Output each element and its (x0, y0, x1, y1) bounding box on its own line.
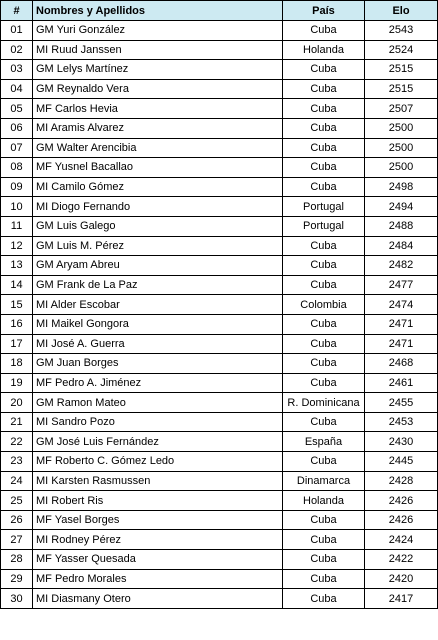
player-name: MI Diogo Fernando (33, 197, 283, 217)
player-name: MI Karsten Rasmussen (33, 471, 283, 491)
rank-number: 11 (1, 216, 33, 236)
table-row (1, 314, 438, 334)
table-header (1, 1, 438, 21)
player-elo: 2422 (365, 550, 438, 570)
table-row (1, 216, 438, 236)
table-row (1, 197, 438, 217)
player-elo: 2482 (365, 256, 438, 276)
table-row (1, 177, 438, 197)
player-name: MI Rodney Pérez (33, 530, 283, 550)
player-elo: 2498 (365, 177, 438, 197)
rank-number: 14 (1, 275, 33, 295)
player-elo: 2428 (365, 471, 438, 491)
table-row (1, 373, 438, 393)
player-name: MF Pedro A. Jiménez (33, 373, 283, 393)
player-elo: 2420 (365, 569, 438, 589)
rank-number: 21 (1, 412, 33, 432)
rank-number: 24 (1, 471, 33, 491)
player-name: GM Reynaldo Vera (33, 79, 283, 99)
table-row (1, 40, 438, 60)
player-country: Cuba (283, 275, 365, 295)
player-country: Cuba (283, 79, 365, 99)
player-country: Cuba (283, 569, 365, 589)
player-name: MF Yasel Borges (33, 510, 283, 530)
player-country: Cuba (283, 99, 365, 119)
table-row (1, 530, 438, 550)
player-elo: 2417 (365, 589, 438, 609)
player-country: Cuba (283, 452, 365, 472)
player-name: MF Yasser Quesada (33, 550, 283, 570)
header-name: Nombres y Apellidos (33, 1, 283, 21)
player-elo: 2471 (365, 314, 438, 334)
player-elo: 2515 (365, 79, 438, 99)
player-elo: 2515 (365, 60, 438, 80)
player-name: GM Juan Borges (33, 354, 283, 374)
player-country: R. Dominicana (283, 393, 365, 413)
player-name: MI Camilo Gómez (33, 177, 283, 197)
player-name: MI Ruud Janssen (33, 40, 283, 60)
player-elo: 2500 (365, 138, 438, 158)
player-name: GM Luis M. Pérez (33, 236, 283, 256)
player-name: GM José Luis Fernández (33, 432, 283, 452)
table-row (1, 491, 438, 511)
rank-number: 29 (1, 569, 33, 589)
player-elo: 2477 (365, 275, 438, 295)
player-country: Cuba (283, 589, 365, 609)
player-country: Holanda (283, 40, 365, 60)
player-name: MF Roberto C. Gómez Ledo (33, 452, 283, 472)
player-country: Cuba (283, 118, 365, 138)
rank-number: 23 (1, 452, 33, 472)
player-name: GM Frank de La Paz (33, 275, 283, 295)
table-row (1, 589, 438, 609)
player-country: Cuba (283, 550, 365, 570)
rank-number: 10 (1, 197, 33, 217)
player-country: Cuba (283, 373, 365, 393)
player-elo: 2424 (365, 530, 438, 550)
rank-number: 02 (1, 40, 33, 60)
player-country: Cuba (283, 138, 365, 158)
player-elo: 2445 (365, 452, 438, 472)
rank-number: 27 (1, 530, 33, 550)
player-country: España (283, 432, 365, 452)
player-name: MF Carlos Hevia (33, 99, 283, 119)
rank-number: 17 (1, 334, 33, 354)
table-row (1, 275, 438, 295)
player-elo: 2461 (365, 373, 438, 393)
player-elo: 2453 (365, 412, 438, 432)
table-row (1, 158, 438, 178)
rank-number: 01 (1, 21, 33, 41)
player-country: Cuba (283, 334, 365, 354)
header-elo: Elo (365, 1, 438, 21)
table-row (1, 334, 438, 354)
player-name: MI Aramis Alvarez (33, 118, 283, 138)
table-row (1, 138, 438, 158)
rank-number: 20 (1, 393, 33, 413)
player-country: Cuba (283, 354, 365, 374)
table-row (1, 256, 438, 276)
rank-number: 22 (1, 432, 33, 452)
player-name: GM Yuri González (33, 21, 283, 41)
player-name: GM Ramon Mateo (33, 393, 283, 413)
table-row (1, 471, 438, 491)
player-country: Cuba (283, 158, 365, 178)
player-elo: 2455 (365, 393, 438, 413)
rank-number: 05 (1, 99, 33, 119)
player-country: Colombia (283, 295, 365, 315)
player-name: GM Walter Arencibia (33, 138, 283, 158)
table-row (1, 452, 438, 472)
player-country: Cuba (283, 510, 365, 530)
player-country: Cuba (283, 21, 365, 41)
player-elo: 2426 (365, 510, 438, 530)
table-row (1, 432, 438, 452)
player-name: GM Aryam Abreu (33, 256, 283, 276)
rank-number: 19 (1, 373, 33, 393)
table-row (1, 99, 438, 119)
player-name: MI Alder Escobar (33, 295, 283, 315)
table-row (1, 118, 438, 138)
table-body (1, 21, 438, 609)
rank-number: 08 (1, 158, 33, 178)
rank-number: 12 (1, 236, 33, 256)
table-row (1, 393, 438, 413)
player-name: MI Sandro Pozo (33, 412, 283, 432)
player-name: MI José A. Guerra (33, 334, 283, 354)
table-row (1, 79, 438, 99)
rank-number: 25 (1, 491, 33, 511)
table-row (1, 510, 438, 530)
header-number: # (1, 1, 33, 21)
player-country: Cuba (283, 256, 365, 276)
player-elo: 2471 (365, 334, 438, 354)
player-name: GM Lelys Martínez (33, 60, 283, 80)
rank-number: 09 (1, 177, 33, 197)
player-elo: 2500 (365, 118, 438, 138)
player-name: MI Robert Ris (33, 491, 283, 511)
rank-number: 30 (1, 589, 33, 609)
player-elo: 2524 (365, 40, 438, 60)
table-row (1, 550, 438, 570)
player-name: MI Diasmany Otero (33, 589, 283, 609)
player-elo: 2507 (365, 99, 438, 119)
table-row (1, 60, 438, 80)
player-country: Cuba (283, 314, 365, 334)
player-elo: 2494 (365, 197, 438, 217)
player-country: Holanda (283, 491, 365, 511)
table-row (1, 295, 438, 315)
player-name: MF Yusnel Bacallao (33, 158, 283, 178)
rank-number: 28 (1, 550, 33, 570)
table-row (1, 412, 438, 432)
player-country: Cuba (283, 177, 365, 197)
player-elo: 2500 (365, 158, 438, 178)
player-elo: 2426 (365, 491, 438, 511)
player-elo: 2468 (365, 354, 438, 374)
rank-number: 06 (1, 118, 33, 138)
player-name: MF Pedro Morales (33, 569, 283, 589)
table-row (1, 354, 438, 374)
rank-number: 03 (1, 60, 33, 80)
table-row (1, 21, 438, 41)
player-country: Cuba (283, 236, 365, 256)
player-country: Cuba (283, 530, 365, 550)
header-country: País (283, 1, 365, 21)
rank-number: 13 (1, 256, 33, 276)
player-elo: 2488 (365, 216, 438, 236)
player-country: Cuba (283, 60, 365, 80)
rank-number: 07 (1, 138, 33, 158)
player-country: Cuba (283, 412, 365, 432)
header-row (1, 1, 438, 21)
player-elo: 2430 (365, 432, 438, 452)
player-country: Portugal (283, 216, 365, 236)
player-elo: 2474 (365, 295, 438, 315)
table-row (1, 236, 438, 256)
rank-number: 26 (1, 510, 33, 530)
player-country: Portugal (283, 197, 365, 217)
rank-number: 16 (1, 314, 33, 334)
player-name: GM Luis Galego (33, 216, 283, 236)
rank-number: 04 (1, 79, 33, 99)
player-elo: 2484 (365, 236, 438, 256)
player-name: MI Maikel Gongora (33, 314, 283, 334)
player-elo: 2543 (365, 21, 438, 41)
rank-number: 15 (1, 295, 33, 315)
table-row (1, 569, 438, 589)
rank-number: 18 (1, 354, 33, 374)
player-country: Dinamarca (283, 471, 365, 491)
